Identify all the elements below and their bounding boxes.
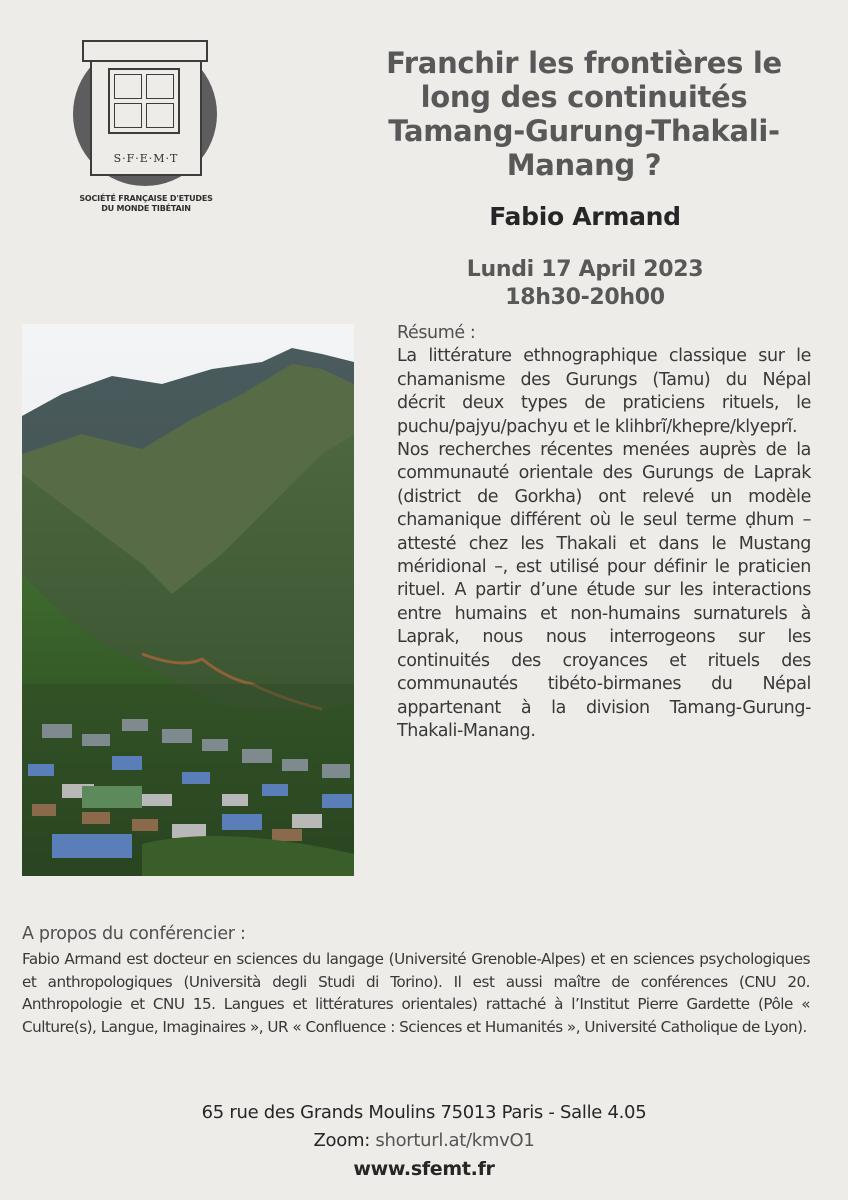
window-icon [108,68,180,134]
zoom-label: Zoom: [313,1130,370,1151]
event-time: 18h30-20h00 [505,285,665,310]
village-photo [22,324,354,876]
abstract-paragraph-2: Nos recherches récentes menées auprès de la communauté orientale des Gurungs de Laprak (district de Gorkha) ont relevé un modèle chamanique différent où le seul terme ḍhum – attesté chez les Thakali et dans le Mustang méridional –, est utilisé pour définir le praticien rituel. A partir d’une étude sur les interactions entre humains et non-humains surnaturels à Laprak, nous nous interrogeons sur les continuités des croyances et rituels des communautés tibéto-birmanes du Népal appartenant à la division Tamang-Gurung-Thakali-Manang. [397,440,811,741]
logo-acronym: S·F·E·M·T [113,152,179,165]
logo-org-line1: SOCIÉTÉ FRANÇAISE D'ETUDES [79,194,213,203]
zoom-info [0,1130,848,1151]
logo-org-line2: DU MONDE TIBÉTAIN [101,204,191,213]
event-date: Lundi 17 April 2023 [466,257,704,282]
logo-organization-name [66,194,226,214]
speaker-name: Fabio Armand [489,202,681,231]
page-title: Franchir les frontières le long des continuités Tamang-Gurung-Thakali-Manang ? [386,46,782,182]
abstract-label: Résumé : [397,323,476,343]
event-datetime [380,256,790,312]
abstract-section [397,322,811,743]
logo-lintel [82,40,208,62]
about-text: Fabio Armand est docteur en sciences du langage (Université Grenoble-Alpes) et en sciences psychologiques et anthropologiques (Università degli Studi di Torino). Il est aussi maître de conférences (CNU 20. Anthropologie et CNU 15. Langues et littératures orientales) rattaché à l’Institut Pierre Gardette (Pôle « Culture(s), Langue, Imaginaires », UR « Confluence : Sciences et Humanités », Université Catholique de Lyon). [22,950,810,1036]
event-address: 65 rue des Grands Moulins 75013 Paris - Salle 4.05 [201,1102,647,1123]
abstract-paragraph-1: La littérature ethnographique classique sur le chamanisme des Gurungs (Tamu) du Népal décrit deux types de praticiens rituels, le puchu/pajyu/pachyu et le klihbrĩ/khepre/klyeprĩ. [397,346,811,437]
sfemt-logo [70,36,220,216]
about-label: A propos du conférencier : [22,924,246,944]
website-link[interactable]: www.sfemt.fr [353,1158,495,1180]
zoom-link[interactable]: shorturl.at/kmvO1 [375,1130,535,1151]
